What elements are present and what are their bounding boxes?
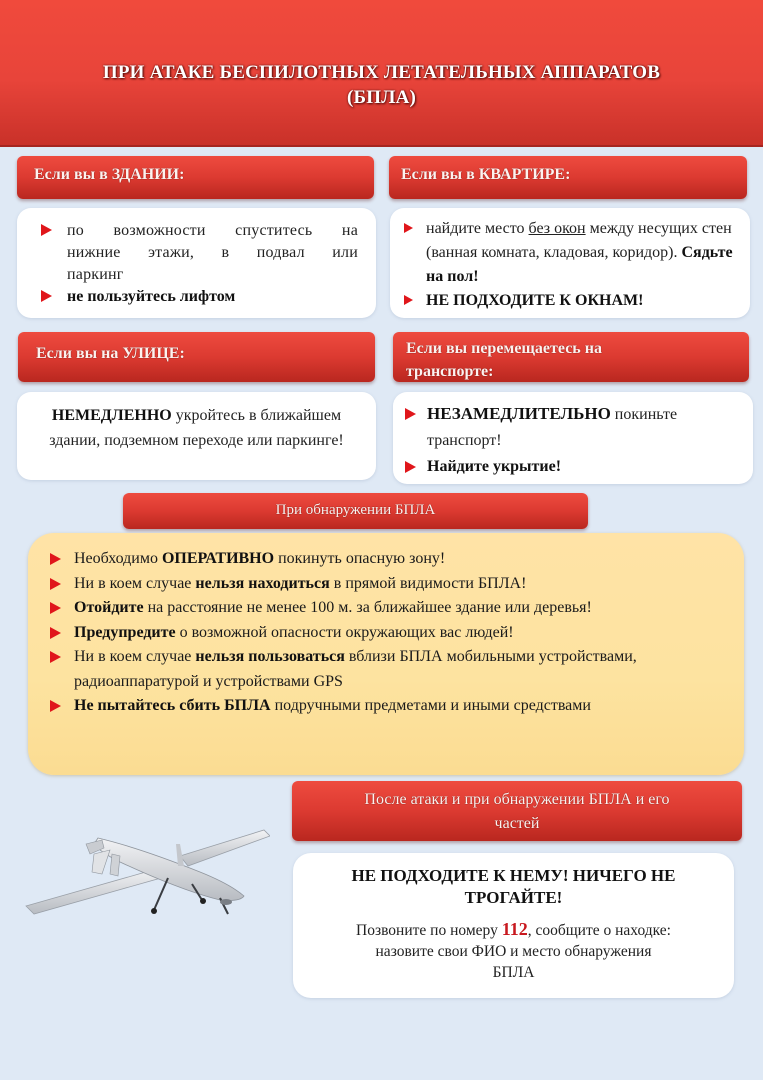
detection-item-bold: нельзя пользоваться — [195, 648, 345, 665]
detection-item-text: покинуть опасную зону! — [274, 550, 446, 567]
building-item-2-text: не пользуйтесь лифтом — [67, 288, 236, 305]
street-bold: НЕМЕДЛЕННО — [51, 407, 172, 424]
bullet-triangle-icon — [50, 578, 61, 590]
detection-item-text: вблизи БПЛА мобильными устройствами, радиоаппаратурой и устройствами GPS — [74, 648, 637, 690]
title-line-1: ПРИ АТАКЕ БЕСПИЛОТНЫХ ЛЕТАТЕЛЬНЫХ АППАРАТОВ — [102, 62, 661, 83]
bullet-triangle-icon — [404, 295, 413, 305]
detection-header-text: При обнаружении БПЛА — [275, 502, 436, 518]
bullet-triangle-icon — [50, 627, 61, 639]
detection-item-bold: Предупредите — [74, 623, 176, 641]
detection-item-text: в прямой видимости БПЛА! — [329, 574, 527, 592]
detection-item — [50, 621, 722, 646]
bullet-triangle-icon — [405, 408, 416, 420]
emergency-number: 112 — [501, 919, 528, 939]
detection-item — [50, 572, 722, 597]
bullet-triangle-icon — [50, 553, 61, 565]
building-item-2 — [41, 286, 358, 308]
building-header-text: Если вы в ЗДАНИИ: — [34, 166, 185, 183]
apartment-item-1-text-a: найдите место — [426, 220, 529, 237]
transport-item-2-text: Найдите укрытие! — [427, 458, 562, 475]
call-text-post: , сообщите о находке: — [527, 922, 671, 939]
transport-card — [393, 392, 753, 484]
detection-item-text: о возможной опасности окружающих вас людей! — [175, 623, 514, 641]
bullet-triangle-icon — [405, 461, 416, 473]
title-banner — [0, 0, 763, 147]
apartment-card — [390, 208, 750, 318]
bullet-triangle-icon — [404, 223, 413, 233]
detection-item-bold: Не пытайтесь сбить БПЛА — [74, 697, 271, 714]
bullet-triangle-icon — [41, 224, 52, 236]
bullet-triangle-icon — [50, 651, 61, 663]
building-header — [17, 156, 374, 199]
bullet-triangle-icon — [41, 290, 52, 302]
apartment-item-1 — [404, 217, 740, 289]
street-text: укройтесь в ближайшем здании, подземном переходе или паркинге! — [49, 407, 344, 449]
warning-line-2: ТРОГАЙТЕ! — [464, 888, 563, 907]
warning-line-1: НЕ ПОДХОДИТЕ К НЕМУ! НИЧЕГО НЕ — [351, 866, 676, 885]
apartment-item-1-underlined: без окон — [528, 220, 586, 237]
detection-item-bold: нельзя находиться — [195, 574, 330, 592]
apartment-item-2-text: НЕ ПОДХОДИТЕ К ОКНАМ! — [426, 292, 644, 309]
apartment-item-2 — [404, 289, 740, 313]
detection-item-bold: ОПЕРАТИВНО — [161, 550, 275, 567]
transport-item-1-text: покиньте транспорт! — [427, 406, 678, 449]
drone-icon — [20, 810, 270, 920]
transport-header — [393, 332, 749, 382]
transport-header-line-1: Если вы перемещаетесь на — [406, 340, 602, 357]
after-attack-card — [293, 853, 734, 998]
warning-text — [303, 865, 724, 909]
detection-item-text: на расстояние не менее 100 м. за ближайшее здание или деревья! — [143, 599, 592, 616]
bullet-triangle-icon — [50, 700, 61, 712]
detection-item-text: Необходимо — [74, 550, 162, 567]
after-attack-header-line-2: частей — [494, 815, 540, 832]
detection-header — [123, 493, 588, 529]
call-line-3: БПЛА — [492, 964, 535, 981]
after-attack-header — [292, 781, 742, 841]
apartment-item-1-text-b: между несущих стен (ванная комната, кладовая, коридор). — [426, 220, 732, 261]
building-item-1-text: по возможности спуститесь на нижние этажи, в подвал или паркинг — [67, 222, 358, 283]
detection-item — [50, 645, 722, 694]
detection-item-bold: Отойдите — [74, 599, 144, 616]
detection-item — [50, 547, 722, 572]
detection-panel — [28, 533, 744, 775]
title-line-2: (БПЛА) — [346, 87, 417, 108]
after-attack-header-line-1: После атаки и при обнаружении БПЛА и его — [364, 791, 670, 808]
building-card — [17, 208, 376, 318]
apartment-header — [389, 156, 747, 199]
call-text-pre: Позвоните по номеру — [356, 922, 502, 939]
transport-item-1-bold: НЕЗАМЕДЛИТЕЛЬНО — [427, 404, 611, 423]
transport-item-2 — [405, 454, 743, 480]
street-header-text: Если вы на УЛИЦЕ: — [36, 345, 185, 362]
apartment-item-1-bold: Сядьте на пол! — [426, 244, 733, 285]
detection-item-text: Ни в коем случае — [74, 648, 196, 665]
transport-header-line-2: транспорте: — [406, 363, 494, 380]
detection-item — [50, 596, 722, 621]
street-header — [18, 332, 375, 382]
detection-item — [50, 694, 722, 719]
building-item-1 — [41, 220, 358, 286]
bullet-triangle-icon — [50, 602, 61, 614]
apartment-header-text: Если вы в КВАРТИРЕ: — [401, 166, 571, 183]
call-line-2: назовите свои ФИО и место обнаружения — [375, 943, 652, 960]
transport-item-1 — [405, 401, 743, 454]
street-card — [17, 392, 376, 480]
detection-item-text: Ни в коем случае — [74, 574, 196, 592]
page-title — [0, 60, 763, 110]
detection-item-text: подручными предметами и иными средствами — [270, 697, 591, 714]
call-instructions — [303, 919, 724, 983]
